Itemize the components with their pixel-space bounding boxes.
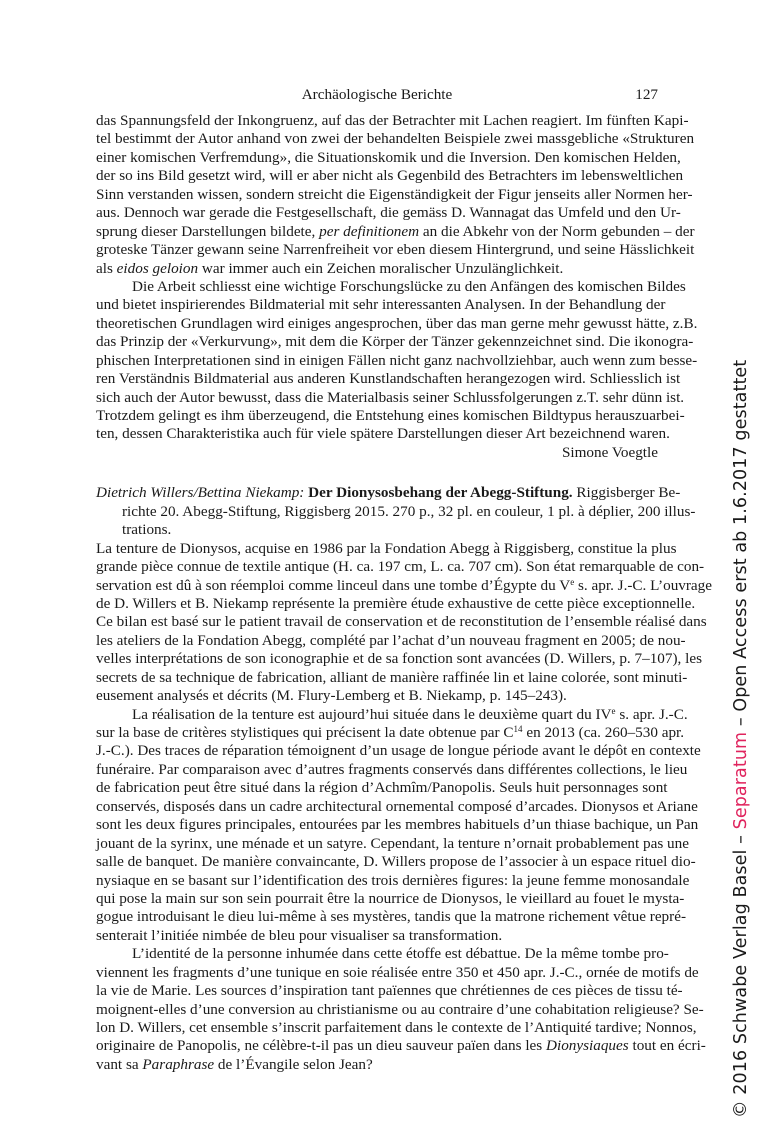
text-line: de fabrication peut être situé dans la région d’Achmîm/Panopolis. Seuls huit personnages sont bbox=[96, 779, 668, 797]
separatum-label: Separatum bbox=[731, 731, 751, 830]
superscript: e bbox=[570, 576, 575, 587]
italic-title: Paraphrase bbox=[142, 1055, 215, 1073]
text-line bbox=[96, 260, 658, 278]
text-line: Ce bilan est basé sur le patient travail de conservation et de reconstitution de l’ensemble réalisé dans bbox=[96, 613, 707, 631]
text-line: jouant de la syrinx, une ménade et un satyre. Cependant, la tenture n’ornait probablement pas une bbox=[96, 834, 689, 852]
text-line: ten, dessen Charakteristika auch für viele spätere Darstellungen dieser Art bezeichnend waren. bbox=[96, 425, 670, 443]
text-line: sich auch der Autor bewusst, dass die Materialbasis seiner Schlussfolgerungen z.T. sehr dünn ist. bbox=[96, 388, 685, 406]
text-line: ren Verständnis Bildmaterial aus anderen Kunstlandschaften herangezogen wird. Schliesslich ist bbox=[96, 370, 681, 388]
text-line: senterait l’initiée nimbée de bleu pour visualiser sa transformation. bbox=[96, 926, 503, 944]
text-span: servation est dû à son réemploi comme linceul dans une tombe d’Égypte du V bbox=[96, 576, 571, 594]
text-line: nysiaque en se basant sur l’identification des trois dernières figures: la jeune femme monosandale bbox=[96, 871, 690, 889]
running-title: Archäologische Berichte bbox=[301, 86, 453, 103]
italic-term: per definitionem bbox=[319, 222, 420, 240]
text-line: einer komischen Verfremdung», die Situationskomik und die Inversion. Den komischen Helden, bbox=[96, 148, 681, 166]
text-line: de D. Willers et B. Niekamp représente la première étude exhaustive de cette pièce exceptionnelle. bbox=[96, 594, 696, 612]
running-head bbox=[96, 86, 658, 106]
citation-authors: Dietrich Willers/Bettina Niekamp: bbox=[96, 484, 305, 502]
text-line: lon D. Willers, cet ensemble s’inscrit parfaitement dans le contexte de l’Antiquité tardive; Nonnos, bbox=[96, 1019, 697, 1036]
text-span: s. apr. J.-C. bbox=[615, 705, 688, 723]
text-line: Sinn verstanden wissen, sondern streicht die Eigenständigkeit der Figur jenseits aller Normen her- bbox=[96, 185, 693, 203]
text-span: tout en écri- bbox=[628, 1037, 706, 1055]
text-span: sur la base de critères stylistiques qui précisent la date obtenue par C bbox=[96, 724, 514, 741]
open-access-text: – Open Access erst ab 1.6.2017 gestattet bbox=[731, 359, 751, 732]
italic-title: Dionysiaques bbox=[546, 1037, 629, 1055]
text-line: La tenture de Dionysos, acquise en 1986 par la Fondation Abegg à Riggisberg, constitue la plus bbox=[96, 539, 677, 557]
italic-term: eidos geloion bbox=[116, 259, 199, 277]
text-span: war immer auch ein Zeichen moralischer Unzulänglichkeit. bbox=[198, 259, 564, 277]
text-line: der so ins Bild gesetzt wird, will er aber nicht als Gegenbild des Betrachters im lebensweltlichen bbox=[96, 167, 684, 185]
text-line: J.-C.). Des traces de réparation témoignent d’un usage de longue période avant le dépôt en contexte bbox=[96, 742, 701, 760]
text-line bbox=[96, 576, 713, 595]
text-column bbox=[96, 112, 713, 1074]
text-line: conservés, disposés dans un cadre architectural ornemental composé d’arcades. Dionysos et Ariane bbox=[96, 797, 698, 815]
text-line: salle de banquet. De manière convaincante, D. Willers propose de l’associer à un espace rituel dio- bbox=[96, 853, 696, 871]
citation-line bbox=[96, 484, 681, 502]
text-line: la vie de Marie. Les sources d’inspiration tant païennes que chrétiennes de ces pièces de tissu té- bbox=[96, 982, 683, 1000]
text-line: velles interprétations de son iconographie et de sa fonction sont avancées (D. Willers, p. 7–107), les bbox=[96, 650, 703, 668]
text-span: en 2013 (ca. 260–530 apr. bbox=[522, 724, 685, 741]
citation-line: richte 20. Abegg-Stiftung, Riggisberg 2015. 270 p., 32 pl. en couleur, 1 pl. à déplier, 200 illus- bbox=[122, 502, 696, 520]
text-line: theoretischen Grundlagen wird einiges angesprochen, über das man gerne mehr gewusst hätte, z.B. bbox=[96, 314, 698, 332]
reviewer-signature: Simone Voegtle bbox=[561, 443, 658, 461]
text-line: groteske Tänzer gewann seine Narrenfreiheit vor eben diesem Hintergrund, und seine Hässlichkeit bbox=[96, 241, 695, 259]
text-line: funéraire. Par comparaison avec d’autres fragments conservés dans différentes collections, le lieu bbox=[96, 760, 688, 778]
copyright-text: © 2016 Schwabe Verlag Basel – bbox=[731, 829, 751, 1118]
superscript: e bbox=[611, 705, 616, 716]
citation-title: Der Dionysosbehang der Abegg-Stiftung. bbox=[308, 484, 573, 502]
text-line: sont les deux figures principales, entourées par les membres habituels d’un thiase bachique, un Pan bbox=[96, 816, 699, 834]
text-line: moignent-elles d’une conversion au christianisme ou au contraire d’une cohabitation religieuse? Se- bbox=[96, 1000, 704, 1018]
text-line: les ateliers de la Fondation Abegg, complété par l’achat d’un nouveau fragment en 2005; de nou- bbox=[96, 631, 686, 649]
copyright-sidebar bbox=[731, 360, 751, 1118]
text-span: als bbox=[96, 259, 117, 277]
text-line: phischen Interpretationen sind in einigen Fällen nicht ganz nachvollziehbar, auch wenn zum besse- bbox=[96, 351, 698, 369]
text-line: aus. Dennoch war gerade die Festgesellschaft, die gemäss D. Wannagat das Umfeld und den Ur- bbox=[96, 204, 681, 222]
text-line: tel bestimmt der Autor anhand von zwei der behandelten Beispiele zwei massgebliche «Strukturen bbox=[96, 130, 695, 148]
text-line bbox=[96, 724, 685, 742]
text-span: sprung dieser Darstellungen bildete, bbox=[96, 222, 320, 240]
text-line: grande pièce connue de textile antique (H. ca. 197 cm, L. ca. 707 cm). Son état remarquable de con- bbox=[96, 558, 705, 576]
text-line: das Spannungsfeld der Inkongruenz, auf das der Betrachter mit Lachen reagiert. Im fünften Kapi- bbox=[96, 112, 689, 129]
text-line: viennent les fragments d’une tunique en soie réalisée entre 350 et 450 apr. J.-C., ornée de motifs de bbox=[96, 963, 699, 981]
text-span: Riggisberger Be- bbox=[572, 484, 681, 502]
citation-line: trations. bbox=[122, 521, 172, 539]
text-line: L’identité de la personne inhumée dans cette étoffe est débattue. De la même tombe pro- bbox=[132, 945, 669, 963]
section-gap bbox=[96, 462, 658, 484]
superscript: 14 bbox=[513, 724, 523, 734]
text-line bbox=[96, 705, 688, 724]
text-line bbox=[96, 222, 695, 241]
text-line: eusement analysés et décrits (M. Flury-Lemberg et B. Niekamp, p. 145–243). bbox=[96, 687, 567, 705]
page-number: 127 bbox=[635, 86, 658, 103]
text-line: das Prinzip der «Verkurvung», mit dem die Körper der Tänzer gekennzeichnet sind. Die ikonogra- bbox=[96, 333, 694, 351]
text-line: und bietet inspirierendes Bildmaterial mit sehr interessanten Analysen. In der Behandlung der bbox=[96, 296, 666, 314]
text-span: s. apr. J.-C. L’ouvrage bbox=[574, 576, 713, 594]
text-span: an die Abkehr von der Norm gebunden – der bbox=[419, 222, 695, 240]
text-line: Die Arbeit schliesst eine wichtige Forschungslücke zu den Anfängen des komischen Bildes bbox=[132, 277, 686, 295]
text-line: gogue introduisant le dieu lui-même à ses mystères, tandis que la matrone richement vêtue repré- bbox=[96, 908, 687, 926]
review-1 bbox=[96, 112, 698, 462]
text-line bbox=[96, 1056, 658, 1074]
review-2 bbox=[96, 484, 713, 1074]
text-span: vant sa bbox=[96, 1055, 143, 1073]
text-span: La réalisation de la tenture est aujourd’hui située dans le deuxième quart du IV bbox=[132, 705, 612, 723]
text-line: qui pose la main sur son sein pourrait être la nourrice de Dionysos, le vieillard au fouet le mysta- bbox=[96, 889, 685, 907]
text-span: originaire de Panopolis, ne célèbre-t-il pas un dieu sauveur païen dans les bbox=[96, 1037, 546, 1055]
text-line bbox=[96, 1037, 706, 1055]
text-span: de l’Évangile selon Jean? bbox=[214, 1055, 373, 1073]
text-line: secrets de sa technique de fabrication, alliant de manière raffinée lin et laine colorée, sont minuti- bbox=[96, 668, 688, 686]
text-line: Trotzdem gelingt es ihm überzeugend, die Entstehung eines komischen Bildtypus herauszuarbei- bbox=[96, 407, 685, 424]
